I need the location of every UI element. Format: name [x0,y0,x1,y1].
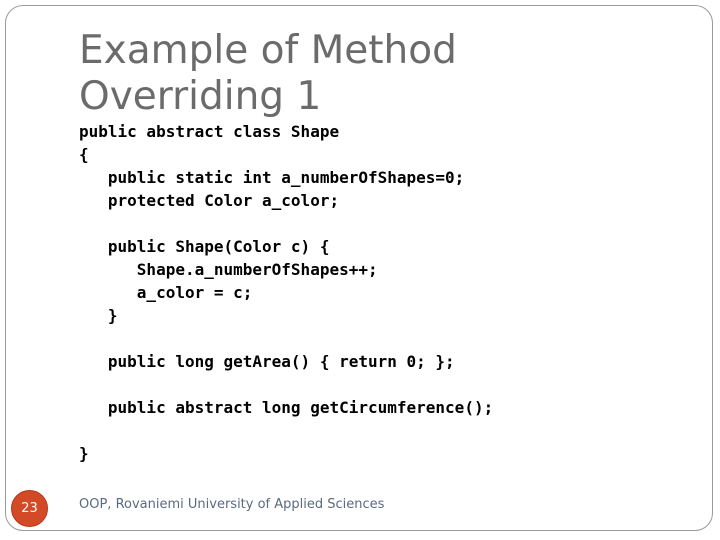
code-line: public Shape(Color c) { [79,237,330,256]
slide-title [79,28,679,120]
code-line: Shape.a_numberOfShapes++; [79,260,378,279]
slide-title-line-2: Overriding 1 [79,74,322,119]
code-line: } [79,306,118,325]
code-line: public long getArea() { return 0; }; [79,352,455,371]
code-line [79,419,699,442]
slide-title-line-1: Example of Method [79,28,457,73]
code-block [79,120,699,465]
code-line: public static int a_numberOfShapes=0; [79,168,465,187]
page-number: 23 [21,501,38,516]
code-line: public abstract class Shape [79,122,340,141]
code-line: a_color = c; [79,283,253,302]
code-line [79,212,699,235]
page-number-badge [11,490,48,527]
footer-text: OOP, Rovaniemi University of Applied Sciences [79,497,385,512]
code-line: protected Color a_color; [79,191,340,210]
code-line: } [79,444,89,463]
code-line: { [79,145,89,164]
code-line [79,327,699,350]
code-line: public abstract long getCircumference(); [79,398,494,417]
code-line [79,373,699,396]
